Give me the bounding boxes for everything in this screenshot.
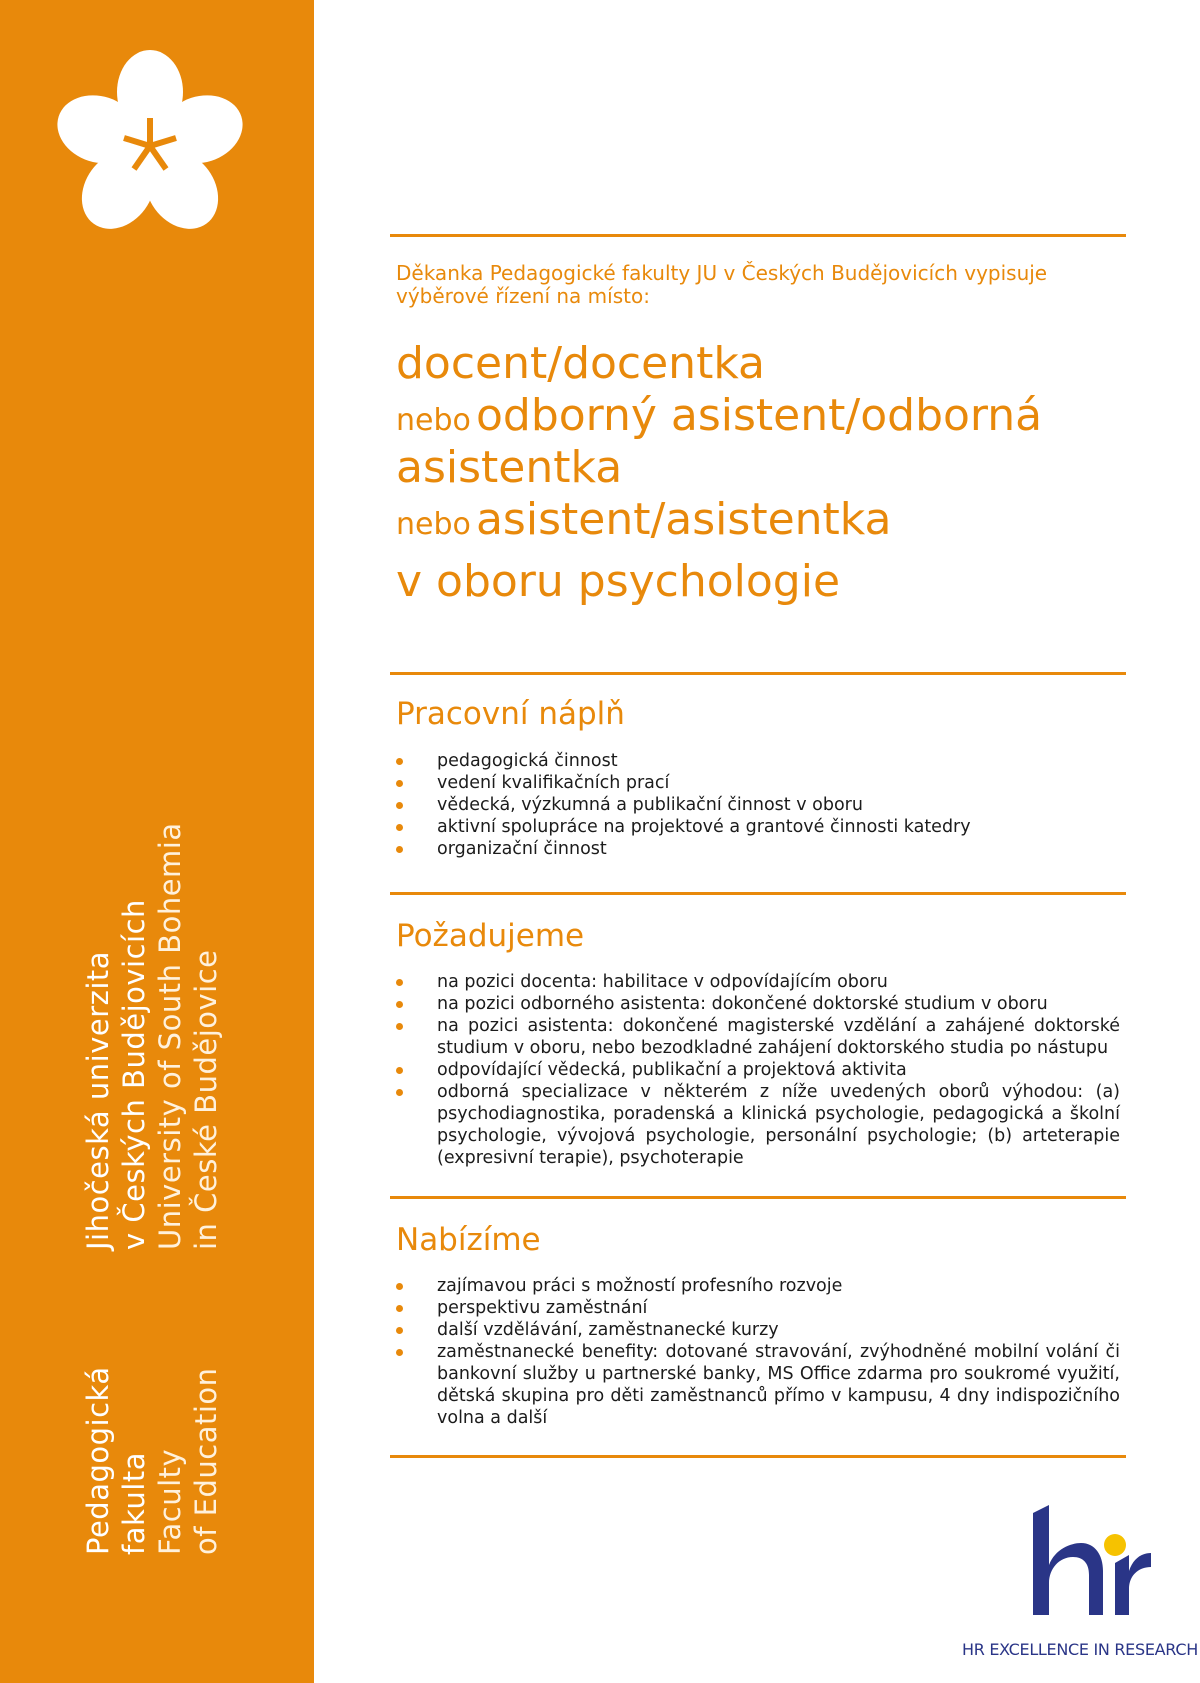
section-heading-napln: Pracovní náplň: [396, 696, 625, 732]
list-item: na pozici odborného asistenta: dokončené doktorské studium v oboru: [396, 993, 1120, 1015]
title-line-3: asistentka: [396, 442, 623, 493]
faculty-name-cz-2: fakulta: [117, 1452, 151, 1555]
divider: [390, 672, 1126, 675]
list-item: vedení kvalifikačních prací: [396, 772, 1120, 794]
list-item: pedagogická činnost: [396, 750, 1120, 772]
divider: [390, 234, 1126, 237]
bullet-icon: [396, 979, 403, 986]
bullet-icon: [396, 1067, 403, 1074]
bullet-icon: [396, 1001, 403, 1008]
faculty-name-cz-1: Pedagogická: [81, 1366, 115, 1555]
university-name-en-1: University of South Bohemia: [153, 822, 187, 1250]
list-item: další vzdělávání, zaměstnanecké kurzy: [396, 1319, 1120, 1341]
title-line-2: odborný asistent/odborná: [475, 390, 1043, 441]
bullet-icon: [396, 1023, 403, 1030]
title-line-5: v oboru psychologie: [396, 556, 841, 607]
title-nebo-2: nebo: [396, 507, 471, 542]
bullet-icon: [396, 1283, 403, 1290]
position-title: [396, 338, 1126, 608]
list-item: na pozici asistenta: dokončené magisterské vzdělání a zahájené doktorské studium v oboru, nebo bezodkladné zahájení doktorského studia po nástupu: [396, 1015, 1120, 1059]
list-item: zajímavou práci s možností profesního rozvoje: [396, 1275, 1120, 1297]
flower-logo-icon: [52, 48, 248, 244]
divider: [390, 892, 1126, 895]
bullet-icon: [396, 1089, 403, 1096]
faculty-name-en-2: of Education: [189, 1367, 223, 1555]
university-name-cz-1: Jihočeská univerzita: [81, 950, 115, 1250]
list-item: na pozici docenta: habilitace v odpovídajícím oboru: [396, 971, 1120, 993]
list-item: perspektivu zaměstnání: [396, 1297, 1120, 1319]
list-item: odpovídající vědecká, publikační a projektová aktivita: [396, 1059, 1120, 1081]
list-item: aktivní spolupráce na projektové a grantové činnosti katedry: [396, 816, 1120, 838]
bullet-icon: [396, 758, 403, 765]
list-nabizime: [396, 1275, 1120, 1429]
title-line-1: docent/docentka: [396, 338, 765, 389]
list-item: organizační činnost: [396, 838, 1120, 860]
bullet-icon: [396, 802, 403, 809]
faculty-name-en-1: Faculty: [153, 1448, 187, 1555]
list-napln: [396, 750, 1120, 860]
list-item: odborná specializace v některém z níže uvedených oborů výhodou: (a) psychodiagnostika, poradenská a klinická psychologie, pedagogická a školní psychologie, vývojová psychologie, personální psychologie; (b) arteterapie (expresivní terapie), psychoterapie: [396, 1081, 1120, 1169]
title-nebo-1: nebo: [396, 403, 471, 438]
section-heading-nabizime: Nabízíme: [396, 1222, 541, 1258]
hr-excellence-text: HR EXCELLENCE IN RESEARCH: [962, 1640, 1198, 1659]
bullet-icon: [396, 1305, 403, 1312]
section-heading-pozadujeme: Požadujeme: [396, 918, 585, 954]
university-name-cz-2: v Českých Budějovicích: [117, 899, 151, 1250]
list-item: zaměstnanecké benefity: dotované stravování, zvýhodněné mobilní volání či bankovní služby u partnerské banky, MS Office zdarma pro soukromé využití, dětská skupina pro děti zaměstnanců přímo v kampusu, 4 dny indispozičního volna a další: [396, 1341, 1120, 1429]
list-pozadujeme: [396, 971, 1120, 1169]
divider: [390, 1455, 1126, 1458]
university-name-en-2: in České Budějovice: [189, 949, 223, 1250]
title-line-4: asistent/asistentka: [475, 494, 892, 545]
bullet-icon: [396, 780, 403, 787]
bullet-icon: [396, 1327, 403, 1334]
bullet-icon: [396, 1349, 403, 1356]
sidebar: [0, 0, 314, 1683]
bullet-icon: [396, 824, 403, 831]
bullet-icon: [396, 846, 403, 853]
intro-text: Děkanka Pedagogické fakulty JU v Českých Budějovicích vypisuje výběrové řízení na místo:: [396, 261, 1048, 308]
divider: [390, 1196, 1126, 1199]
list-item: vědecká, výzkumná a publikační činnost v oboru: [396, 794, 1120, 816]
